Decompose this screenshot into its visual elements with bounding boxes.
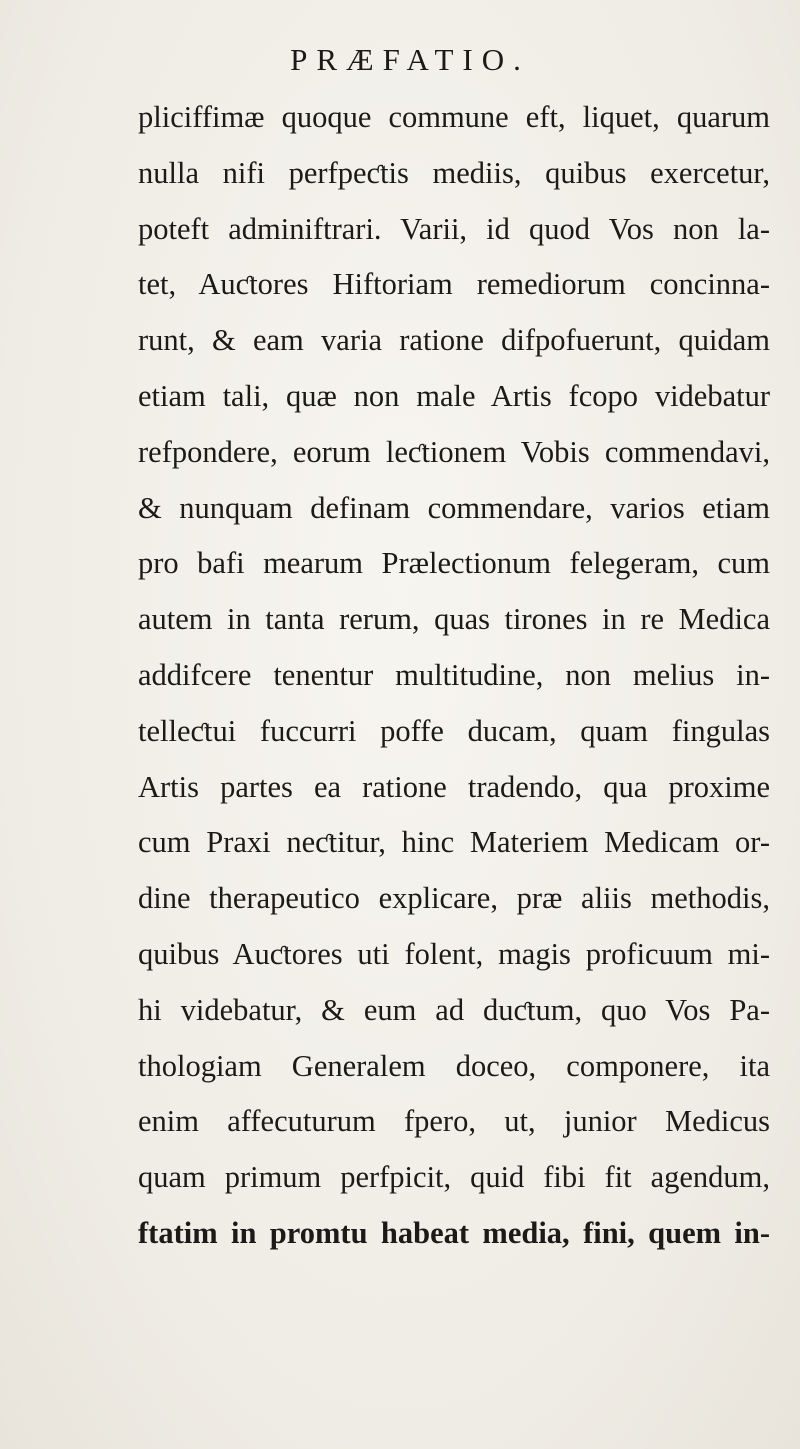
text-line: ftatim in promtu habeat media, fini, quem in- bbox=[138, 1215, 770, 1250]
text-line: hi videbatur, & eum ad duƈtum, quo Vos Pa- bbox=[138, 992, 770, 1027]
text-line: pro bafi mearum Prælectionum felegeram, cum bbox=[138, 546, 770, 581]
text-line: quibus Auƈtores uti folent, magis proficuum mi- bbox=[138, 936, 770, 971]
text-line: thologiam Generalem doceo, componere, ita bbox=[138, 1048, 770, 1083]
text-line: quam primum perfpicit, quid fibi fit agendum, bbox=[138, 1160, 770, 1195]
body-text bbox=[138, 90, 770, 1262]
text-line: poteft adminiftrari. Varii, id quod Vos non la- bbox=[138, 211, 770, 246]
text-line: Artis partes ea ratione tradendo, qua proxime bbox=[138, 769, 770, 804]
text-line: autem in tanta rerum, quas tirones in re Medica bbox=[138, 602, 770, 637]
text-line: & nunquam definam commendare, varios etiam bbox=[138, 490, 770, 525]
text-line: pliciffimæ quoque commune eft, liquet, quarum bbox=[138, 100, 770, 134]
text-line: dine therapeutico explicare, præ aliis methodis, bbox=[138, 881, 770, 916]
text-line: runt, & eam varia ratione difpofuerunt, quidam bbox=[138, 323, 770, 358]
text-line: enim affecuturum fpero, ut, junior Medicus bbox=[138, 1104, 770, 1139]
text-line: cum Praxi neƈtitur, hinc Materiem Medicam or- bbox=[138, 825, 770, 860]
running-head: PRÆFATIO. bbox=[290, 42, 530, 77]
text-line: telleƈtui fuccurri poffe ducam, quam fingulas bbox=[138, 713, 770, 748]
text-line: addifcere tenentur multitudine, non melius in- bbox=[138, 657, 770, 692]
text-line: refpondere, eorum leƈtionem Vobis commendavi, bbox=[138, 434, 770, 469]
text-line: etiam tali, quæ non male Artis fcopo videbatur bbox=[138, 378, 770, 413]
text-line: nulla nifi perfpeƈtis mediis, quibus exercetur, bbox=[138, 155, 770, 190]
text-line: tet, Auƈtores Hiftoriam remediorum concinna- bbox=[138, 267, 770, 302]
